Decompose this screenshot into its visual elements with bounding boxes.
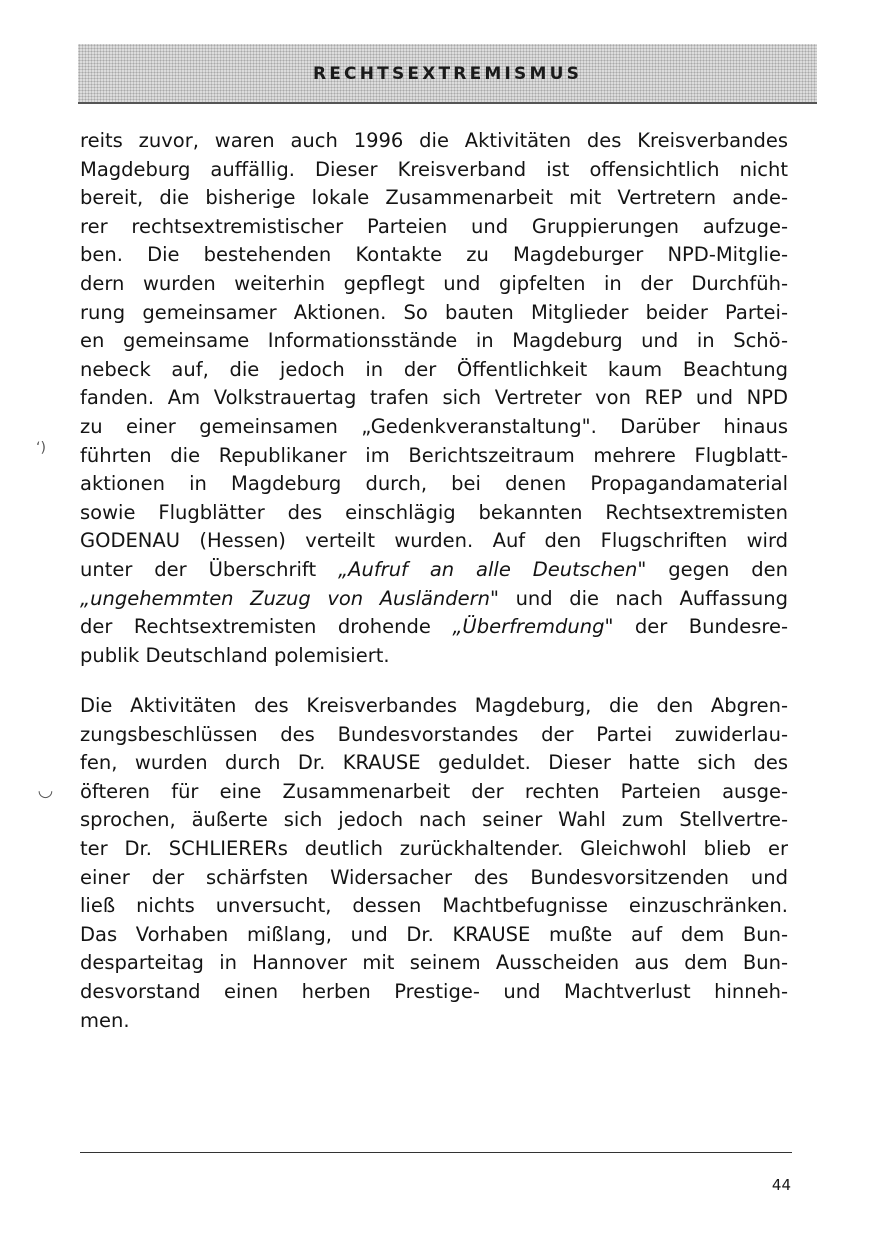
text-segment: ben. Die bestehenden Kontakte zu Magdeburger NPD-Mitglie- xyxy=(80,243,788,267)
text-line xyxy=(80,978,788,1007)
text-line xyxy=(80,921,788,950)
text-line xyxy=(80,241,788,270)
text-segment: sowie Flugblätter des einschlägig bekannten Rechtsextremisten xyxy=(80,500,788,524)
text-segment: aktionen in Magdeburg durch, bei denen Propagandamaterial xyxy=(80,472,788,496)
text-segment: dern wurden weiterhin gepflegt und gipfelten in der Durchfüh- xyxy=(80,271,788,295)
text-line xyxy=(80,184,788,213)
text-line xyxy=(80,470,788,499)
text-segment: führten die Republikaner im Berichtszeitraum mehrere Flugblatt- xyxy=(80,443,788,467)
text-line xyxy=(80,613,788,642)
section-header-band xyxy=(78,44,817,104)
text-segment: en gemeinsame Informationsstände in Magdeburg und in Schö- xyxy=(80,329,788,353)
italic-quote: „Überfremdung" xyxy=(452,615,614,639)
footer-rule xyxy=(80,1152,792,1153)
text-segment: und die nach Auffassung xyxy=(499,586,788,610)
text-segment: öfteren für eine Zusammenarbeit der rechten Parteien ausge- xyxy=(80,779,788,803)
text-line xyxy=(80,778,788,807)
italic-quote: „ungehemmten Zuzug von Ausländern" xyxy=(80,586,500,610)
text-segment: GODENAU (Hessen) verteilt wurden. Auf den Flugschriften wird xyxy=(80,529,788,553)
text-segment: ter Dr. SCHLIERERs deutlich zurückhaltender. Gleichwohl blieb er xyxy=(80,836,788,860)
text-line xyxy=(80,527,788,556)
text-line xyxy=(80,585,788,614)
text-segment: Das Vorhaben mißlang, und Dr. KRAUSE mußte auf dem Bun- xyxy=(80,922,788,946)
text-segment: ließ nichts unversucht, dessen Machtbefugnisse einzuschränken. xyxy=(80,894,788,918)
text-line xyxy=(80,721,788,750)
scan-mark: ‘) xyxy=(36,440,46,456)
text-line xyxy=(80,156,788,185)
text-line xyxy=(80,299,788,328)
text-segment: einer der schärfsten Widersacher des Bundesvorsitzenden und xyxy=(80,865,788,889)
text-segment: desparteitag in Hannover mit seinem Ausscheiden aus dem Bun- xyxy=(80,951,788,975)
text-segment: zu einer gemeinsamen „Gedenkveranstaltung". Darüber hinaus xyxy=(80,414,788,438)
text-segment: Die Aktivitäten des Kreisverbandes Magdeburg, die den Abgren- xyxy=(80,694,788,717)
text-line xyxy=(80,1007,788,1036)
paragraph-2 xyxy=(80,692,788,1035)
text-segment: unter der Überschrift xyxy=(80,557,339,581)
italic-quote: „Aufruf an alle Deutschen" xyxy=(338,557,647,581)
text-line xyxy=(80,749,788,778)
text-segment: reits zuvor, waren auch 1996 die Aktivitäten des Kreisverbandes xyxy=(80,129,788,152)
text-line xyxy=(80,213,788,242)
text-line xyxy=(80,499,788,528)
text-line xyxy=(80,692,788,721)
text-line xyxy=(80,892,788,921)
text-line xyxy=(80,384,788,413)
text-segment: rung gemeinsamer Aktionen. So bauten Mitglieder beider Partei- xyxy=(80,300,788,324)
text-segment: men. xyxy=(80,1008,130,1032)
text-segment: gegen den xyxy=(646,557,788,581)
page-number: 44 xyxy=(771,1176,791,1194)
text-segment: zungsbeschlüssen des Bundesvorstandes der Partei zuwiderlau- xyxy=(80,722,788,746)
text-segment: fanden. Am Volkstrauertag trafen sich Vertreter von REP und NPD xyxy=(80,386,788,410)
scan-mark: ◡ xyxy=(34,780,54,801)
text-line xyxy=(80,835,788,864)
section-title: RECHTSEXTREMISMUS xyxy=(312,64,583,84)
text-line xyxy=(80,356,788,385)
text-line xyxy=(80,556,788,585)
text-line xyxy=(80,642,788,671)
text-line xyxy=(80,442,788,471)
text-segment: nebeck auf, die jedoch in der Öffentlichkeit kaum Beachtung xyxy=(80,357,788,381)
paragraph-1 xyxy=(80,127,788,670)
text-line xyxy=(80,127,788,156)
text-line xyxy=(80,270,788,299)
text-segment: desvorstand einen herben Prestige- und Machtverlust hinneh- xyxy=(80,979,788,1003)
text-segment: bereit, die bisherige lokale Zusammenarbeit mit Vertretern ande- xyxy=(80,186,788,210)
text-segment: publik Deutschland polemisiert. xyxy=(80,643,390,667)
text-segment: der Bundesre- xyxy=(613,615,788,639)
text-line xyxy=(80,327,788,356)
text-segment: der Rechtsextremisten drohende xyxy=(80,615,453,639)
text-segment: sprochen, äußerte sich jedoch nach seiner Wahl zum Stellvertre- xyxy=(80,808,788,832)
text-segment: Magdeburg auffällig. Dieser Kreisverband ist offensichtlich nicht xyxy=(80,157,788,181)
text-segment: rer rechtsextremistischer Parteien und Gruppierungen aufzuge- xyxy=(80,214,788,238)
text-segment: fen, wurden durch Dr. KRAUSE geduldet. Dieser hatte sich des xyxy=(80,751,788,775)
text-line xyxy=(80,949,788,978)
text-line xyxy=(80,413,788,442)
text-line xyxy=(80,806,788,835)
text-line xyxy=(80,864,788,893)
